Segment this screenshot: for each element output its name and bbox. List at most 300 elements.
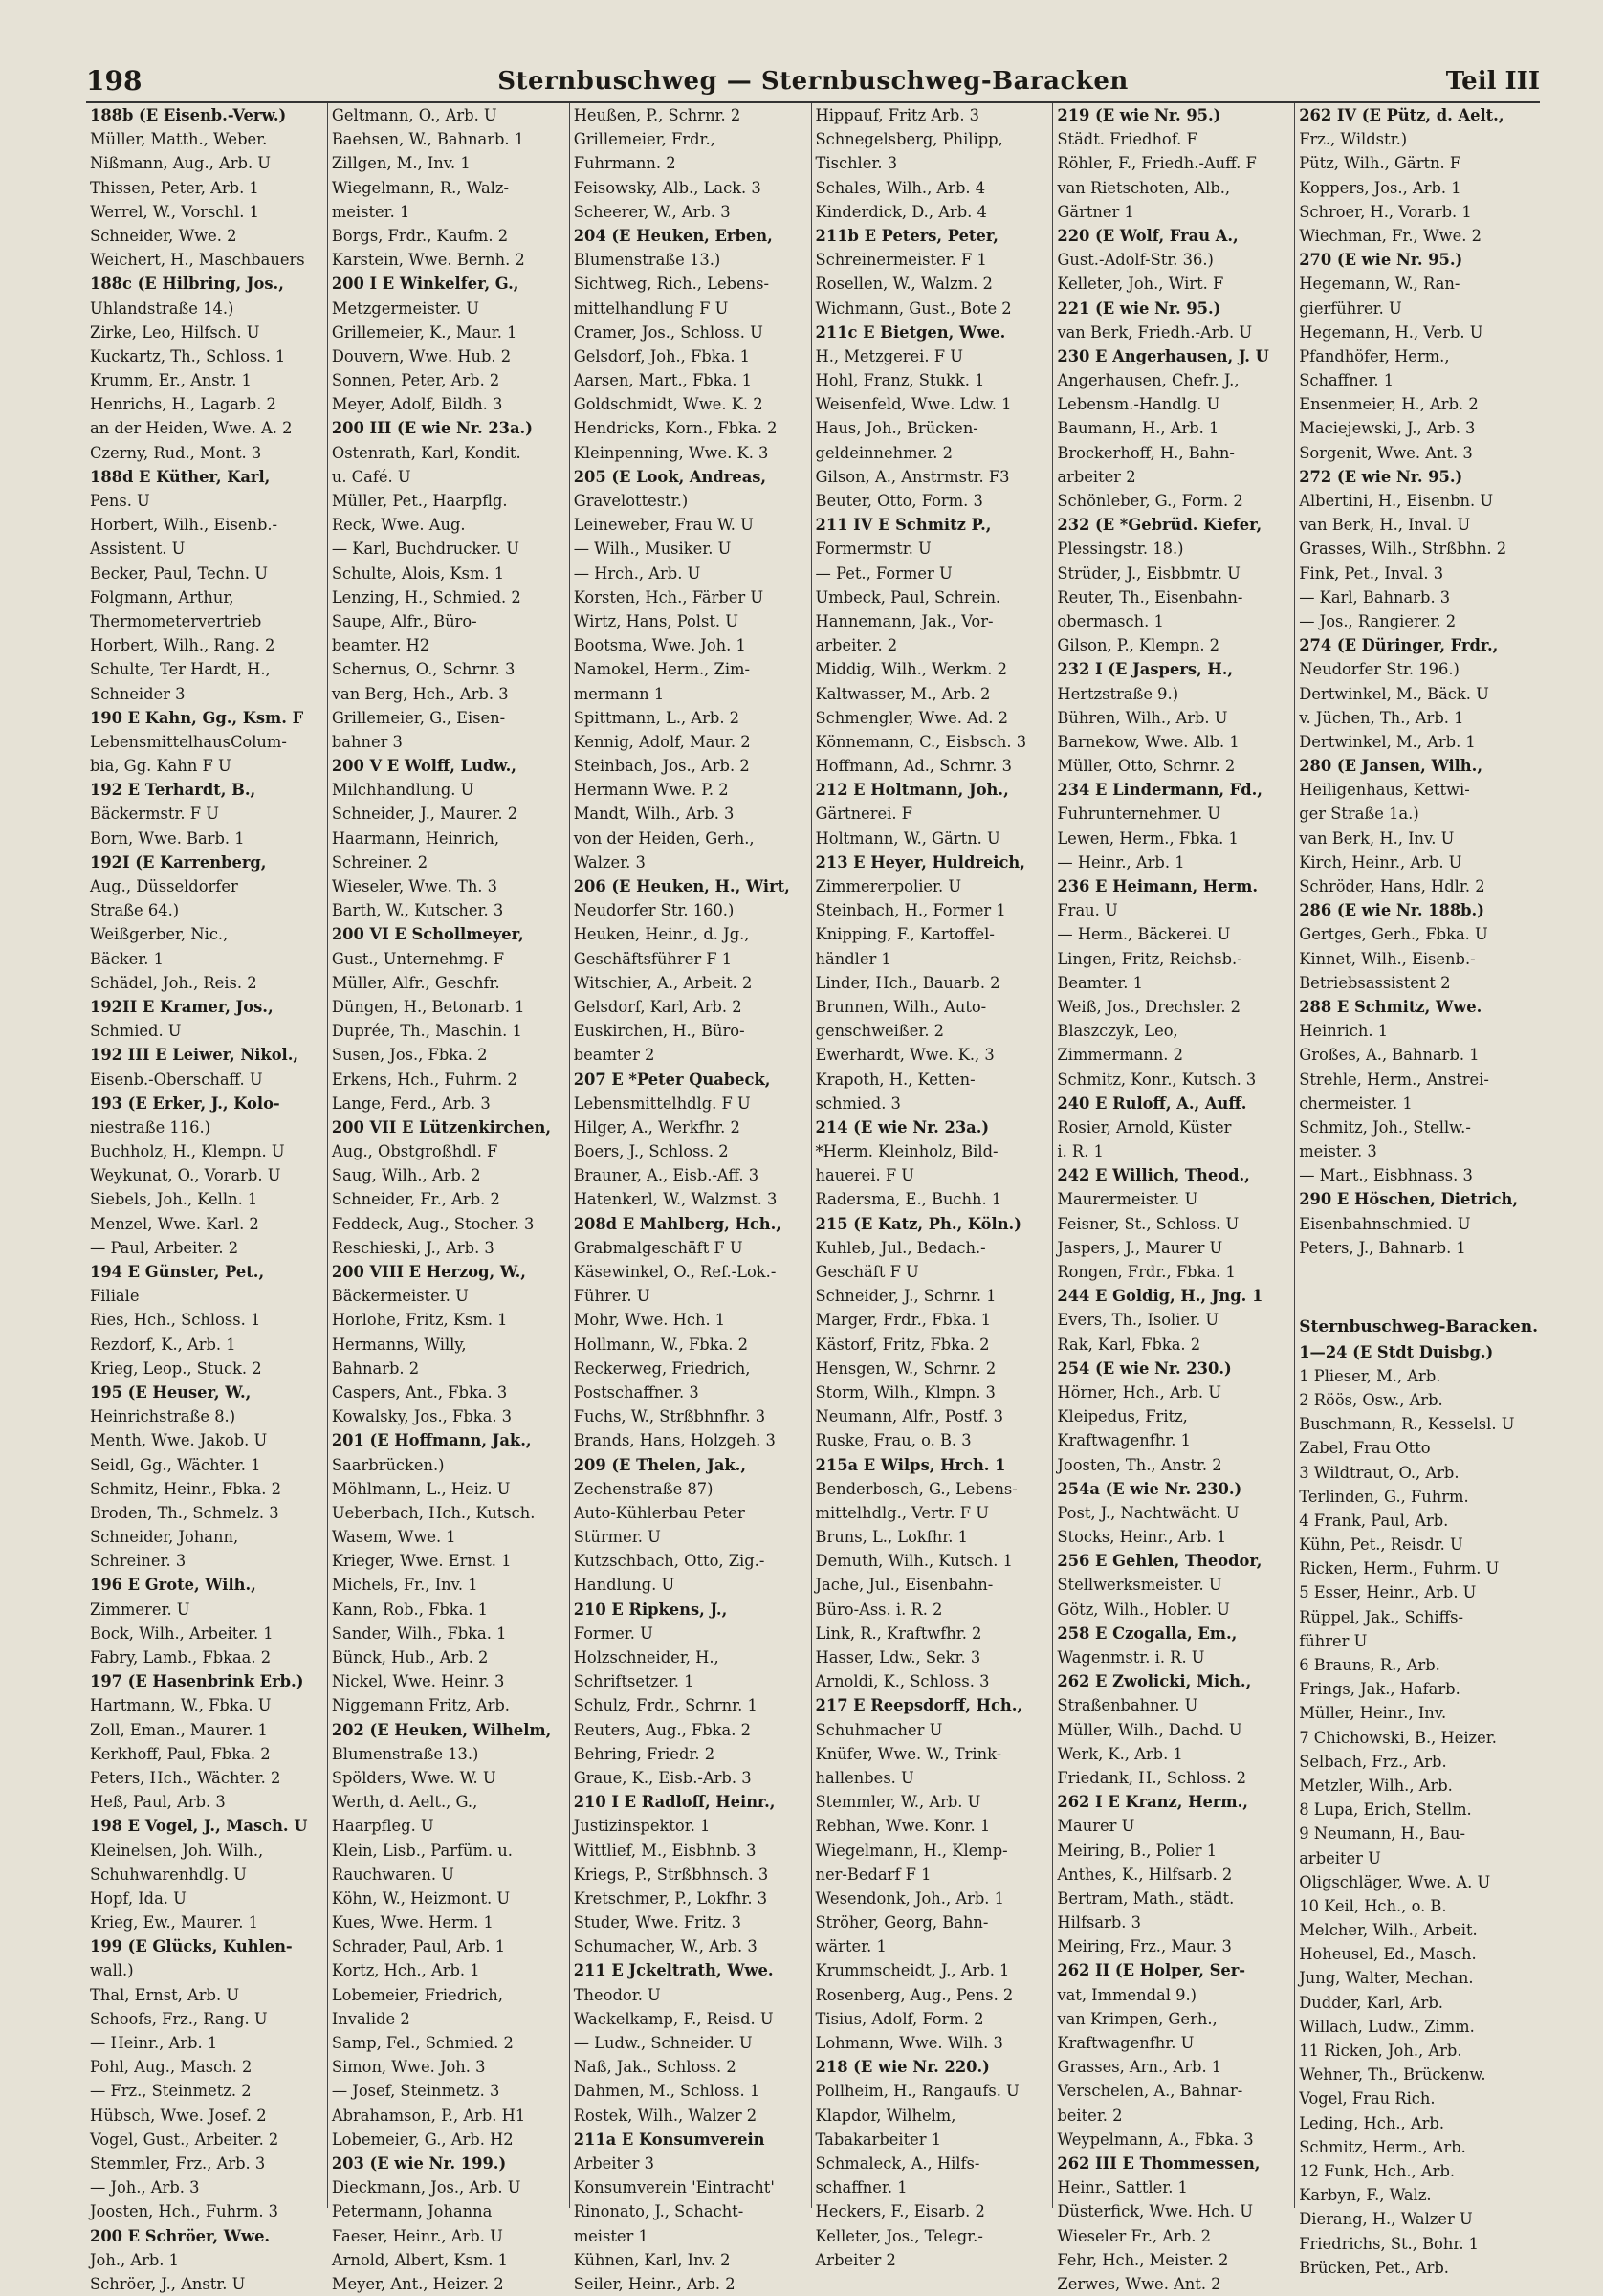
directory-entry: — Mart., Eisbhnass. 3 — [1299, 1166, 1473, 1185]
directory-entry: Seiler, Heinr., Arb. 2 — [573, 2274, 736, 2293]
directory-entry: Feisner, St., Schloss. U — [1057, 1214, 1240, 1233]
directory-entry: 236 E Heimann, Herm. — [1057, 877, 1259, 895]
directory-entry: Schreiner. 3 — [90, 1552, 187, 1571]
directory-entry: *Herm. Kleinholz, Bild- — [815, 1142, 999, 1161]
directory-entry: Gilson, P., Klempn. 2 — [1057, 636, 1220, 655]
directory-entry: Hilfsarb. 3 — [1057, 1913, 1141, 1932]
directory-entry: Wiegelmann, R., Walz- — [331, 178, 509, 197]
blank-line — [1299, 1284, 1538, 1308]
column-3 — [570, 103, 812, 2293]
directory-entry: Knüfer, Wwe. W., Trink- — [815, 1744, 1002, 1763]
directory-entry: 204 (E Heuken, Erben, — [573, 226, 773, 245]
directory-entry: Namokel, Herm., Zim- — [573, 660, 750, 679]
directory-entry: 207 E *Peter Quabeck, — [573, 1070, 771, 1089]
directory-entry: Fuhrmann. 2 — [573, 154, 676, 173]
directory-entry: Schales, Wilh., Arb. 4 — [815, 178, 986, 197]
directory-entry: Schönleber, G., Form. 2 — [1057, 492, 1243, 510]
directory-entry: Euskirchen, H., Büro- — [573, 1022, 745, 1041]
directory-entry: Weypelmann, A., Fbka. 3 — [1057, 2130, 1254, 2149]
directory-entry: Kelleter, Joh., Wirt. F — [1057, 275, 1224, 294]
directory-entry: Schmitz, Heinr., Fbka. 2 — [90, 1479, 281, 1498]
directory-entry: Oligschläger, Wwe. A. U — [1299, 1872, 1491, 1891]
directory-entry: Milchhandlung. U — [331, 781, 474, 800]
directory-entry: Heiligenhaus, Kettwi- — [1299, 781, 1470, 800]
directory-entry: Rinonato, J., Schacht- — [573, 2202, 744, 2221]
directory-entry: genschweißer. 2 — [815, 1022, 945, 1041]
directory-entry: Auto-Kühlerbau Peter — [573, 1503, 745, 1522]
directory-entry: — Wilh., Musiker. U — [573, 540, 732, 559]
directory-entry: Postschaffner. 3 — [573, 1382, 699, 1402]
directory-entry: 221 (E wie Nr. 95.) — [1057, 298, 1221, 318]
directory-entry: Lewen, Herm., Fbka. 1 — [1057, 828, 1239, 848]
directory-entry: Ueberbach, Hch., Kutsch. — [331, 1503, 536, 1522]
directory-entry: Kaltwasser, M., Arb. 2 — [815, 684, 991, 703]
directory-entry: Müller, Otto, Schrnr. 2 — [1057, 757, 1236, 776]
directory-entry: Klein, Lisb., Parfüm. u. — [331, 1841, 513, 1860]
column-2 — [328, 103, 570, 2293]
directory-entry: Schneider, J., Schrnr. 1 — [815, 1287, 997, 1306]
directory-entry: chermeister. 1 — [1299, 1093, 1413, 1113]
directory-entry: Holzschneider, H., — [573, 1648, 719, 1667]
directory-entry: Tisius, Adolf, Form. 2 — [815, 2009, 984, 2028]
directory-entry: van Berk, H., Inv. U — [1299, 828, 1455, 848]
directory-entry: Geschäft F U — [815, 1263, 919, 1281]
directory-entry: Borgs, Frdr., Kaufm. 2 — [331, 226, 509, 245]
directory-entry: 3 Wildtraut, O., Arb. — [1299, 1463, 1460, 1482]
directory-entry: u. Café. U — [331, 467, 411, 486]
directory-entry: Dieckmann, Jos., Arb. U — [331, 2178, 521, 2197]
directory-entry: Bäcker. 1 — [90, 949, 164, 968]
directory-entry: Formermstr. U — [815, 540, 932, 559]
directory-entry: 211c E Bietgen, Wwe. — [815, 322, 1006, 342]
directory-entry: Wesendonk, Joh., Arb. 1 — [815, 1888, 1004, 1908]
directory-entry: Rak, Karl, Fbka. 2 — [1057, 1335, 1201, 1354]
directory-entry: Czerny, Rud., Mont. 3 — [90, 443, 262, 462]
directory-entry: — Ludw., Schneider. U — [573, 2034, 753, 2052]
directory-entry: Petermann, Johanna — [331, 2202, 493, 2221]
directory-entry: Meiring, Frz., Maur. 3 — [1057, 1937, 1232, 1956]
directory-entry: Wirtz, Hans, Polst. U — [573, 611, 738, 630]
directory-entry: Witschier, A., Arbeit. 2 — [573, 973, 753, 992]
directory-entry: Pfandhöfer, Herm., — [1299, 346, 1450, 365]
directory-entry: mittelhdlg., Vertr. F U — [815, 1503, 989, 1522]
directory-entry: Schneider, J., Maurer. 2 — [331, 805, 518, 824]
directory-entry: i. R. 1 — [1057, 1142, 1104, 1161]
directory-entry: Heinrichstraße 8.) — [90, 1407, 236, 1426]
directory-entry: 211b E Peters, Peter, — [815, 226, 999, 245]
directory-entry: — Josef, Steinmetz. 3 — [331, 2082, 500, 2101]
directory-entry: 203 (E wie Nr. 199.) — [331, 2153, 507, 2173]
directory-entry: 254a (E wie Nr. 230.) — [1057, 1479, 1242, 1498]
directory-entry: Gust.-Adolf-Str. 36.) — [1057, 251, 1214, 270]
directory-entry: Hertzstraße 9.) — [1057, 684, 1179, 703]
directory-entry: Menzel, Wwe. Karl. 2 — [90, 1214, 259, 1233]
directory-entry: 230 E Angerhausen, J. U — [1057, 346, 1269, 365]
directory-entry: Schulte, Alois, Ksm. 1 — [331, 563, 505, 583]
directory-entry: Behring, Friedr. 2 — [573, 1744, 715, 1763]
directory-entry: Wieseler, Wwe. Th. 3 — [331, 877, 498, 895]
directory-entry: Angerhausen, Chefr. J., — [1057, 371, 1240, 390]
directory-entry: Ries, Hch., Schloss. 1 — [90, 1311, 261, 1330]
directory-entry: Grillemeier, Frdr., — [573, 130, 715, 149]
directory-entry: Rongen, Frdr., Fbka. 1 — [1057, 1263, 1236, 1281]
directory-entry: Peters, Hch., Wächter. 2 — [90, 1768, 281, 1787]
directory-entry: Großes, A., Bahnarb. 1 — [1299, 1046, 1480, 1065]
directory-entry: 192 III E Leiwer, Nikol., — [90, 1046, 299, 1065]
directory-entry: Korsten, Hch., Färber U — [573, 587, 764, 607]
directory-entry: Kleinelsen, Joh. Wilh., — [90, 1841, 264, 1860]
directory-entry: van Berk, Friedh.-Arb. U — [1057, 322, 1253, 342]
directory-entry: händler 1 — [815, 949, 891, 968]
directory-entry: Arbeiter 2 — [815, 2250, 896, 2269]
directory-entry: Wagenmstr. i. R. U — [1057, 1648, 1205, 1667]
directory-entry: Schmitz, Joh., Stellw.- — [1299, 1117, 1471, 1137]
directory-entry: Meiring, B., Polier 1 — [1057, 1841, 1218, 1860]
directory-entry: Hermann Wwe. P. 2 — [573, 781, 729, 800]
directory-entry: Radersma, E., Buchh. 1 — [815, 1190, 1002, 1209]
directory-entry: arbeiter. 2 — [815, 636, 898, 655]
directory-entry: Saupe, Alfr., Büro- — [331, 611, 477, 630]
directory-entry: Kretschmer, P., Lokfhr. 3 — [573, 1888, 768, 1908]
directory-entry: Hilger, A., Werkfhr. 2 — [573, 1117, 740, 1137]
directory-entry: Beamter. 1 — [1057, 973, 1144, 992]
directory-entry: 262 IV (E Pütz, d. Aelt., — [1299, 106, 1504, 124]
directory-entry: Hensgen, W., Schrnr. 2 — [815, 1358, 997, 1378]
directory-entry: Bühren, Wilh., Arb. U — [1057, 708, 1228, 727]
directory-entry: Tischler. 3 — [815, 154, 898, 173]
directory-entry: 214 (E wie Nr. 23a.) — [815, 1117, 990, 1137]
directory-entry: Siebels, Joh., Kelln. 1 — [90, 1190, 258, 1209]
directory-entry: Ostenrath, Karl, Kondit. — [331, 443, 521, 462]
page-number: 198 — [86, 65, 143, 97]
directory-entry: Gelsdorf, Karl, Arb. 2 — [573, 997, 742, 1016]
directory-entry: Melcher, Wilh., Arbeit. — [1299, 1921, 1478, 1940]
directory-entry: 212 E Holtmann, Joh., — [815, 781, 1009, 800]
directory-entry: Stellwerksmeister. U — [1057, 1576, 1222, 1595]
directory-entry: Werth, d. Aelt., G., — [331, 1793, 478, 1812]
directory-entry: Horbert, Wilh., Eisenb.- — [90, 516, 278, 535]
directory-entry: Gust., Unternehmg. F — [331, 949, 505, 968]
directory-entry: Schuhwarenhdlg. U — [90, 1865, 247, 1884]
directory-entry: Baumann, H., Arb. 1 — [1057, 419, 1219, 438]
directory-entry: Kutzschbach, Otto, Zig.- — [573, 1552, 765, 1571]
directory-entry: Bünck, Hub., Arb. 2 — [331, 1648, 489, 1667]
directory-entry: Hopf, Ida. U — [90, 1888, 187, 1908]
directory-entry: obermasch. 1 — [1057, 611, 1164, 630]
directory-entry: Erkens, Hch., Fuhrm. 2 — [331, 1070, 517, 1089]
directory-entry: 234 E Lindermann, Fd., — [1057, 781, 1263, 800]
directory-entry: 262 III E Thommessen, — [1057, 2153, 1261, 2173]
directory-entry: beamter 2 — [573, 1046, 655, 1065]
directory-entry: hallenbes. U — [815, 1768, 914, 1787]
directory-entry: Blaszczyk, Leo, — [1057, 1022, 1178, 1041]
directory-entry: Mohr, Wwe. Hch. 1 — [573, 1311, 726, 1330]
directory-entry: Meyer, Ant., Heizer. 2 — [331, 2274, 504, 2293]
directory-entry: Naß, Jak., Schloss. 2 — [573, 2058, 736, 2077]
directory-entry: Simon, Wwe. Joh. 3 — [331, 2058, 486, 2077]
directory-entry: 188d E Küther, Karl, — [90, 467, 271, 486]
directory-entry: 192 E Terhardt, B., — [90, 781, 256, 800]
directory-entry: Betriebsassistent 2 — [1299, 973, 1451, 992]
directory-entry: Brands, Hans, Holzgeh. 3 — [573, 1431, 776, 1450]
directory-entry: 280 (E Jansen, Wilh., — [1299, 757, 1482, 776]
directory-entry: Kuckartz, Th., Schloss. 1 — [90, 346, 286, 365]
directory-entry: Gärtnerei. F — [815, 805, 912, 824]
directory-entry: Douvern, Wwe. Hub. 2 — [331, 346, 512, 365]
directory-entry: 192II E Kramer, Jos., — [90, 997, 274, 1016]
directory-entry: Heckers, F., Eisarb. 2 — [815, 2202, 985, 2221]
directory-entry: Dertwinkel, M., Bäck. U — [1299, 684, 1489, 703]
directory-entry: Kühnen, Karl, Inv. 2 — [573, 2250, 731, 2269]
directory-entry: Schreinermeister. F 1 — [815, 251, 987, 270]
directory-entry: Grabmalgeschäft F U — [573, 1238, 743, 1257]
directory-entry: 286 (E wie Nr. 188b.) — [1299, 901, 1484, 920]
directory-entry: wall.) — [90, 1961, 134, 1980]
directory-entry: Aug., Düsseldorfer — [90, 877, 238, 895]
directory-entry: Selbach, Frz., Arb. — [1299, 1752, 1447, 1771]
directory-entry: Neudorfer Str. 160.) — [573, 901, 735, 920]
directory-entry: Schriftsetzer. 1 — [573, 1672, 694, 1691]
directory-entry: Goldschmidt, Wwe. K. 2 — [573, 395, 763, 414]
directory-entry: Joosten, Hch., Fuhrm. 3 — [90, 2202, 279, 2221]
directory-entry: Handlung. U — [573, 1576, 675, 1595]
directory-entry: Neumann, Alfr., Postf. 3 — [815, 1407, 1004, 1426]
directory-entry: Eisenbahnschmied. U — [1299, 1214, 1471, 1233]
directory-entry: Koppers, Jos., Arb. 1 — [1299, 178, 1461, 197]
directory-entry: Wiechman, Fr., Wwe. 2 — [1299, 226, 1482, 245]
directory-entry: van Berk, H., Inval. U — [1299, 516, 1471, 535]
column-4 — [812, 103, 1054, 2269]
directory-entry: Leineweber, Frau W. U — [573, 516, 754, 535]
directory-entry: Schmitz, Konr., Kutsch. 3 — [1057, 1070, 1257, 1089]
directory-entry: Reck, Wwe. Aug. — [331, 516, 466, 535]
directory-entry: Jache, Jul., Eisenbahn- — [815, 1576, 994, 1595]
directory-entry: Arnoldi, K., Schloss. 3 — [815, 1672, 990, 1691]
directory-entry: Nißmann, Aug., Arb. U — [90, 154, 272, 173]
column-5 — [1053, 103, 1295, 2293]
directory-entry: 232 I (E Jaspers, H., — [1057, 660, 1234, 679]
directory-entry: 254 (E wie Nr. 230.) — [1057, 1358, 1232, 1378]
directory-entry: Maurer U — [1057, 1817, 1135, 1836]
directory-entry: 290 E Höschen, Dietrich, — [1299, 1190, 1519, 1209]
directory-entry: Fuhrunternehmer. U — [1057, 805, 1221, 824]
directory-entry: 232 (E *Gebrüd. Kiefer, — [1057, 516, 1263, 535]
directory-entry: Heinrich. 1 — [1299, 1022, 1389, 1041]
directory-entry: Demuth, Wilh., Kutsch. 1 — [815, 1552, 1013, 1571]
directory-entry: führer U — [1299, 1631, 1368, 1650]
directory-entry: Steinbach, Jos., Arb. 2 — [573, 757, 750, 776]
directory-entry: 195 (E Heuser, W., — [90, 1382, 252, 1402]
directory-entry: 197 (E Hasenbrink Erb.) — [90, 1672, 304, 1691]
directory-entry: Hübsch, Wwe. Josef. 2 — [90, 2106, 267, 2125]
directory-entry: Spittmann, L., Arb. 2 — [573, 708, 740, 727]
directory-entry: 213 E Heyer, Huldreich, — [815, 852, 1025, 872]
directory-entry: meister 1 — [573, 2226, 648, 2245]
directory-entry: Umbeck, Paul, Schrein. — [815, 587, 1001, 607]
directory-entry: — Hrch., Arb. U — [573, 563, 701, 583]
directory-entry: Kraftwagenfhr. 1 — [1057, 1431, 1191, 1450]
directory-entry: 198 E Vogel, J., Masch. U — [90, 1817, 308, 1836]
directory-entry: Rezdorf, K., Arb. 1 — [90, 1335, 236, 1354]
directory-entry: Joh., Arb. 1 — [90, 2250, 180, 2269]
directory-entry: Hollmann, W., Fbka. 2 — [573, 1335, 748, 1354]
directory-entry: Käsewinkel, O., Ref.-Lok.- — [573, 1263, 777, 1281]
directory-entry: Graue, K., Eisb.-Arb. 3 — [573, 1768, 752, 1787]
directory-entry: hauerei. F U — [815, 1166, 915, 1185]
directory-entry: Haus, Joh., Brücken- — [815, 419, 978, 438]
directory-entry: Spölders, Wwe. W. U — [331, 1768, 496, 1787]
directory-entry: Lobemeier, G., Arb. H2 — [331, 2130, 514, 2149]
directory-entry: Stemmler, W., Arb. U — [815, 1793, 981, 1812]
directory-entry: Wehner, Th., Brückenw. — [1299, 2065, 1486, 2085]
directory-entry: 219 (E wie Nr. 95.) — [1057, 106, 1221, 124]
directory-entry: Gilson, A., Anstrmstr. F3 — [815, 467, 1010, 486]
directory-entry: Grillemeier, G., Eisen- — [331, 708, 506, 727]
directory-entry: 4 Frank, Paul, Arb. — [1299, 1511, 1449, 1530]
directory-entry: Bock, Wilh., Arbeiter. 1 — [90, 1623, 274, 1643]
directory-entry: Zirke, Leo, Hilfsch. U — [90, 322, 260, 342]
directory-entry: v. Jüchen, Th., Arb. 1 — [1299, 708, 1464, 727]
directory-entry: Zimmermann. 2 — [1057, 1046, 1184, 1065]
directory-entry: Horbert, Wilh., Rang. 2 — [90, 636, 275, 655]
directory-entry: Schulte, Ter Hardt, H., — [90, 660, 271, 679]
directory-entry: Reckerweg, Friedrich, — [573, 1358, 751, 1378]
directory-entry: Schuhmacher U — [815, 1720, 943, 1739]
column-1 — [86, 103, 328, 2293]
directory-entry: schaffner. 1 — [815, 2178, 908, 2197]
directory-entry: 211a E Konsumverein — [573, 2130, 765, 2149]
directory-entry: 218 (E wie Nr. 220.) — [815, 2058, 990, 2077]
directory-entry: Klapdor, Wilhelm, — [815, 2106, 956, 2125]
directory-entry: Walzer. 3 — [573, 852, 646, 872]
directory-entry: Kues, Wwe. Herm. 1 — [331, 1913, 494, 1932]
directory-entry: Brauner, A., Eisb.-Aff. 3 — [573, 1166, 759, 1185]
directory-entry: geldeinnehmer. 2 — [815, 443, 953, 462]
directory-entry: Eisenb.-Oberschaff. U — [90, 1070, 263, 1089]
directory-entry: 256 E Gehlen, Theodor, — [1057, 1552, 1263, 1571]
directory-entry: von der Heiden, Gerh., — [573, 828, 755, 848]
directory-entry: Krumm, Er., Anstr. 1 — [90, 371, 252, 390]
column-6 — [1295, 103, 1542, 2277]
directory-entry: 220 (E Wolf, Frau A., — [1057, 226, 1239, 245]
directory-entry: Schröer, J., Anstr. U — [90, 2274, 246, 2293]
directory-entry: 211 E Jckeltrath, Wwe. — [573, 1961, 774, 1980]
directory-entry: Sonnen, Peter, Arb. 2 — [331, 371, 500, 390]
directory-entry: Thissen, Peter, Arb. 1 — [90, 178, 259, 197]
directory-entry: 270 (E wie Nr. 95.) — [1299, 251, 1463, 270]
directory-entry: — Karl, Buchdrucker. U — [331, 540, 519, 559]
directory-entry: Jaspers, J., Maurer U — [1057, 1238, 1223, 1257]
directory-entry: Städt. Friedhof. F — [1057, 130, 1197, 149]
directory-entry: beamter. H2 — [331, 636, 430, 655]
directory-entry: vat, Immendal 9.) — [1057, 1985, 1197, 2004]
directory-entry: Friedank, H., Schloss. 2 — [1057, 1768, 1247, 1787]
directory-entry: Müller, Wilh., Dachd. U — [1057, 1720, 1242, 1739]
directory-entry: Kerkhoff, Paul, Fbka. 2 — [90, 1744, 271, 1763]
directory-entry: Terlinden, G., Fuhrm. — [1299, 1487, 1469, 1506]
directory-entry: 6 Brauns, R., Arb. — [1299, 1656, 1440, 1674]
directory-entry: Kleinpenning, Wwe. K. 3 — [573, 443, 769, 462]
directory-entry: Kuhleb, Jul., Bedach.- — [815, 1238, 986, 1257]
directory-entry: Wasem, Wwe. 1 — [331, 1528, 456, 1547]
directory-entry: Wiegelmann, H., Klemp- — [815, 1841, 1008, 1860]
directory-entry: mittelhandlung F U — [573, 298, 729, 318]
directory-entry: Fehr, Hch., Meister. 2 — [1057, 2250, 1229, 2269]
directory-entry: 10 Keil, Hch., o. B. — [1299, 1896, 1447, 1915]
directory-entry: Stemmler, Frz., Arb. 3 — [90, 2153, 266, 2173]
directory-entry: Frz., Wildstr.) — [1299, 130, 1408, 149]
directory-entry: Gertges, Gerh., Fbka. U — [1299, 925, 1488, 944]
directory-entry: Schaffner. 1 — [1299, 371, 1394, 390]
directory-entry: 194 E Günster, Pet., — [90, 1263, 265, 1281]
directory-entry: meister. 3 — [1299, 1142, 1377, 1161]
directory-entry: 210 I E Radloff, Heinr., — [573, 1793, 776, 1812]
directory-entry: 215 (E Katz, Ph., Köln.) — [815, 1214, 1021, 1233]
directory-entry: Hartmann, W., Fbka. U — [90, 1696, 272, 1715]
directory-entry: Schnegelsberg, Philipp, — [815, 130, 1003, 149]
directory-entry: Rüppel, Jak., Schiffs- — [1299, 1607, 1464, 1626]
directory-entry: Bertram, Math., städt. — [1057, 1888, 1235, 1908]
directory-entry: Schulz, Frdr., Schrnr. 1 — [573, 1696, 758, 1715]
directory-entry: Metzler, Wilh., Arb. — [1299, 1776, 1453, 1795]
directory-entry: gierführer. U — [1299, 298, 1402, 318]
directory-entry: Sichtweg, Rich., Lebens- — [573, 275, 769, 294]
directory-entry: van Krimpen, Gerh., — [1057, 2009, 1218, 2028]
directory-entry: Götz, Wilh., Hobler. U — [1057, 1600, 1230, 1619]
directory-entry: 288 E Schmitz, Wwe. — [1299, 997, 1482, 1016]
directory-entry: Hasser, Ldw., Sekr. 3 — [815, 1648, 981, 1667]
directory-entry: Dudder, Karl, Arb. — [1299, 1993, 1443, 2012]
directory-entry: Studer, Wwe. Fritz. 3 — [573, 1913, 742, 1932]
directory-entry: Reuter, Th., Eisenbahn- — [1057, 587, 1243, 607]
directory-entry: Kinderdick, D., Arb. 4 — [815, 202, 987, 221]
directory-entry: Maurermeister. U — [1057, 1190, 1198, 1209]
directory-entry: Rostek, Wilh., Walzer 2 — [573, 2106, 758, 2125]
directory-entry: an der Heiden, Wwe. A. 2 — [90, 419, 293, 438]
directory-entry: 274 (E Düringer, Frdr., — [1299, 636, 1499, 655]
directory-entry: 196 E Grote, Wilh., — [90, 1576, 256, 1595]
directory-entry: Bootsma, Wwe. Joh. 1 — [573, 636, 746, 655]
directory-entry: bahner 3 — [331, 732, 403, 751]
directory-entry: 1 Plieser, M., Arb. — [1299, 1366, 1441, 1385]
directory-entry: Reschieski, J., Arb. 3 — [331, 1238, 494, 1257]
directory-entry: 200 VIII E Herzog, W., — [331, 1263, 526, 1281]
directory-entry: Thermometervertrieb — [90, 611, 262, 630]
directory-entry: — Pet., Former U — [815, 563, 953, 583]
directory-entry: Justizinspektor. 1 — [573, 1817, 711, 1836]
directory-entry: Pollheim, H., Rangaufs. U — [815, 2082, 1020, 2101]
directory-entry: Friedrichs, St., Bohr. 1 — [1299, 2234, 1480, 2253]
directory-entry: Kinnet, Wilh., Eisenb.- — [1299, 949, 1476, 968]
directory-entry: Hoffmann, Ad., Schrnr. 3 — [815, 757, 1013, 776]
directory-entry: Werk, K., Arb. 1 — [1057, 1744, 1183, 1763]
directory-entry: Jung, Walter, Mechan. — [1299, 1969, 1474, 1988]
directory-entry: Beuter, Otto, Form. 3 — [815, 492, 983, 510]
directory-entry: Müller, Pet., Haarpflg. — [331, 492, 508, 510]
directory-entry: Zoll, Eman., Maurer. 1 — [90, 1720, 268, 1739]
directory-entry: 217 E Reepsdorff, Hch., — [815, 1696, 1023, 1715]
directory-entry: Folgmann, Arthur, — [90, 587, 234, 607]
directory-entry: 258 E Czogalla, Em., — [1057, 1623, 1238, 1643]
directory-entry: Theodor. U — [573, 1985, 661, 2004]
directory-entry: Brunnen, Wilh., Auto- — [815, 997, 987, 1016]
directory-entry: — Heinr., Arb. 1 — [90, 2034, 218, 2052]
directory-entry: Krummscheidt, J., Arb. 1 — [815, 1961, 1010, 1980]
directory-entry: Haarpfleg. U — [331, 1817, 434, 1836]
directory-entry: Schmaleck, A., Hilfs- — [815, 2153, 980, 2173]
directory-entry: 200 VII E Lützenkirchen, — [331, 1117, 552, 1137]
directory-entry: Führer. U — [573, 1287, 650, 1306]
